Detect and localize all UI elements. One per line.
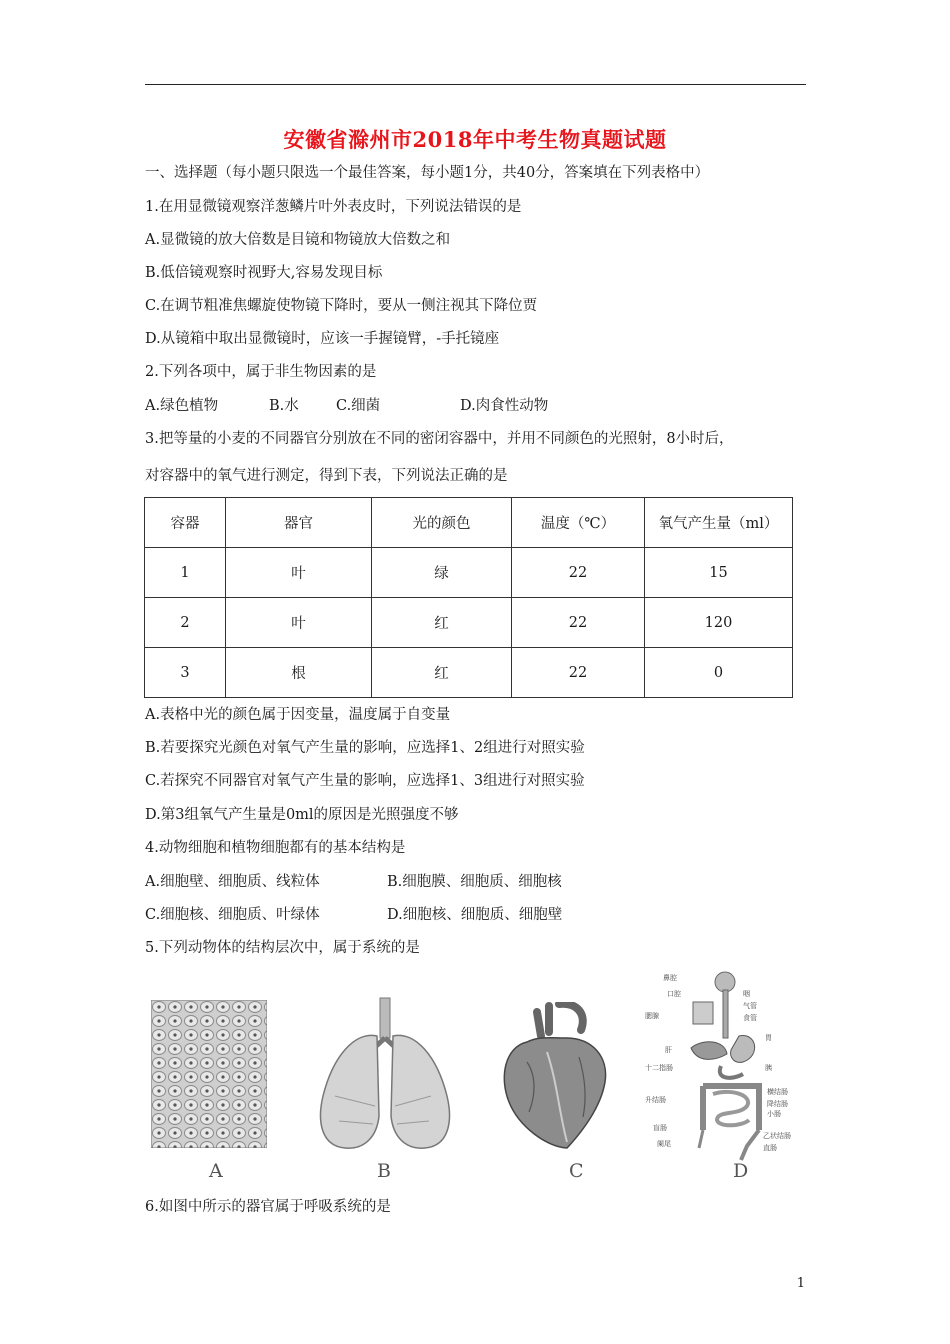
q4-options-row1 bbox=[145, 872, 562, 892]
q1-option-b: B.低倍镜观察时视野大,容易发现目标 bbox=[145, 265, 383, 281]
table-header-cell: 光的颜色 bbox=[372, 498, 512, 548]
digestive-label: 横结肠 bbox=[767, 1088, 788, 1096]
q5-figures bbox=[145, 970, 805, 1185]
digestive-label: 乙状结肠 bbox=[763, 1132, 791, 1140]
figure-label-b: B bbox=[377, 1160, 391, 1182]
q4-option-c: C.细胞核、细胞质、叶绿体 bbox=[145, 907, 320, 923]
digestive-label: 咽 bbox=[743, 990, 750, 998]
figure-label-d: D bbox=[733, 1160, 749, 1182]
q4-option-d: D.细胞核、细胞质、细胞壁 bbox=[387, 907, 563, 923]
table-cell: 叶 bbox=[226, 548, 372, 598]
table-cell: 根 bbox=[226, 648, 372, 698]
q3-option-b: B.若要探究光颜色对氧气产生量的影响，应选择1、2组进行对照实验 bbox=[145, 740, 585, 756]
q3-option-d: D.第3组氧气产生量是0ml的原因是光照强度不够 bbox=[145, 807, 459, 823]
digestive-system-image bbox=[643, 970, 803, 1162]
tissue-image bbox=[151, 1000, 267, 1148]
q3-stem-line2: 对容器中的氧气进行测定，得到下表，下列说法正确的是 bbox=[145, 468, 508, 484]
q5-stem: 5.下列动物体的结构层次中，属于系统的是 bbox=[145, 940, 420, 956]
digestive-label: 升结肠 bbox=[645, 1096, 666, 1104]
table-cell: 红 bbox=[372, 648, 512, 698]
table-cell: 22 bbox=[512, 548, 645, 598]
table-cell: 3 bbox=[145, 648, 226, 698]
q4-stem: 4.动物细胞和植物细胞都有的基本结构是 bbox=[145, 840, 406, 856]
table-row bbox=[145, 598, 793, 648]
digestive-label: 十二指肠 bbox=[645, 1064, 673, 1072]
table-cell: 叶 bbox=[226, 598, 372, 648]
table-cell: 15 bbox=[645, 548, 793, 598]
table-header-cell: 器官 bbox=[226, 498, 372, 548]
table-cell: 120 bbox=[645, 598, 793, 648]
digestive-label: 气管 bbox=[743, 1002, 757, 1010]
q6-stem: 6.如图中所示的器官属于呼吸系统的是 bbox=[145, 1199, 391, 1215]
table-cell: 2 bbox=[145, 598, 226, 648]
q4-option-b: B.细胞膜、细胞质、细胞核 bbox=[387, 874, 562, 890]
q1-option-c: C.在调节粗准焦螺旋使物镜下降时，要从一侧注视其下降位贾 bbox=[145, 298, 538, 314]
lungs-image bbox=[315, 996, 455, 1156]
q2-options bbox=[145, 396, 548, 416]
table-cell: 0 bbox=[645, 648, 793, 698]
q2-option-b: B.水 bbox=[269, 398, 299, 414]
page-number: 1 bbox=[796, 1276, 805, 1291]
digestive-label: 小肠 bbox=[767, 1110, 781, 1118]
q1-option-a: A.显微镜的放大倍数是目镜和物镜放大倍数之和 bbox=[145, 232, 451, 248]
digestive-label: 降结肠 bbox=[767, 1100, 788, 1108]
digestive-label: 盲肠 bbox=[653, 1124, 667, 1132]
figure-label-c: C bbox=[569, 1160, 584, 1182]
section-heading: 一、选择题（每小题只限选一个最佳答案，每小题1分，共40分，答案填在下列表格中） bbox=[145, 165, 710, 181]
q1-option-d: D.从镜箱中取出显微镜时，应该一手握镜臂，-手托镜座 bbox=[145, 331, 500, 347]
q4-option-a: A.细胞壁、细胞质、线粒体 bbox=[145, 874, 320, 890]
digestive-label: 口腔 bbox=[667, 990, 681, 998]
table-cell: 红 bbox=[372, 598, 512, 648]
digestive-label: 直肠 bbox=[763, 1144, 777, 1152]
table-row bbox=[145, 548, 793, 598]
table-cell: 22 bbox=[512, 648, 645, 698]
q2-stem: 2.下列各项中，属于非生物因素的是 bbox=[145, 364, 377, 380]
table-header-cell: 容器 bbox=[145, 498, 226, 548]
header-rule bbox=[145, 84, 806, 85]
digestive-label: 肝 bbox=[665, 1046, 672, 1054]
q3-data-table bbox=[144, 497, 793, 698]
table-header-cell: 温度（℃） bbox=[512, 498, 645, 548]
table-cell: 1 bbox=[145, 548, 226, 598]
table-header-row bbox=[145, 498, 793, 548]
figure-label-a: A bbox=[209, 1160, 223, 1182]
digestive-label: 食管 bbox=[743, 1014, 757, 1022]
q3-option-a: A.表格中光的颜色属于因变量，温度属于自变量 bbox=[145, 707, 451, 723]
q2-option-d: D.肉食性动物 bbox=[460, 398, 549, 414]
q3-option-c: C.若探究不同器官对氧气产生量的影响，应选择1、3组进行对照实验 bbox=[145, 773, 585, 789]
q2-option-a: A.绿色植物 bbox=[145, 398, 219, 414]
table-cell: 22 bbox=[512, 598, 645, 648]
page-title: 安徽省滁州市2018年中考生物真题试题 bbox=[283, 127, 667, 152]
digestive-label: 鼻腔 bbox=[663, 974, 677, 982]
table-cell: 绿 bbox=[372, 548, 512, 598]
q2-option-c: C.细菌 bbox=[336, 398, 381, 414]
digestive-label: 阑尾 bbox=[657, 1140, 671, 1148]
digestive-label: 胃 bbox=[765, 1034, 772, 1042]
digestive-label: 胰 bbox=[765, 1064, 772, 1072]
q3-stem-line1: 3.把等量的小麦的不同器官分别放在不同的密闭容器中，并用不同颜色的光照射，8小时后， bbox=[145, 431, 734, 447]
table-header-cell: 氧气产生量（ml） bbox=[645, 498, 793, 548]
digestive-label: 腮腺 bbox=[645, 1012, 659, 1020]
table-row bbox=[145, 648, 793, 698]
q1-stem: 1.在用显微镜观察洋葱鳞片叶外表皮时，下列说法错误的是 bbox=[145, 199, 522, 215]
q4-options-row2 bbox=[145, 905, 562, 925]
heart-image bbox=[497, 1002, 615, 1152]
